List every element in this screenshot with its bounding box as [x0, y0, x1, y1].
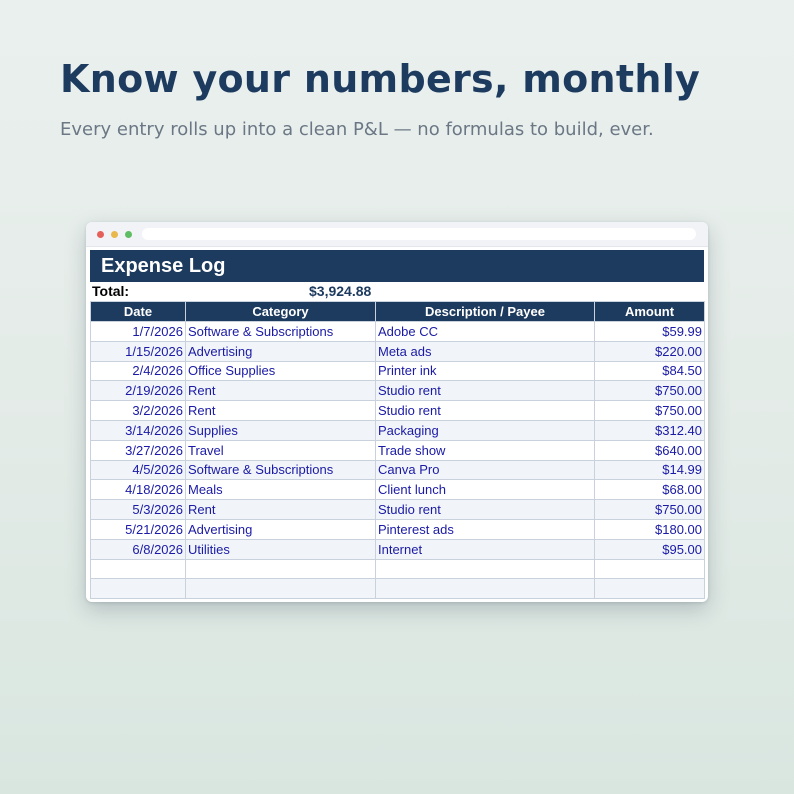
- cell-amount[interactable]: $312.40: [595, 420, 705, 440]
- cell-category[interactable]: Meals: [186, 480, 376, 500]
- minimize-window-dot-icon[interactable]: [111, 231, 118, 238]
- header-row: [91, 302, 705, 322]
- address-bar[interactable]: [142, 228, 696, 240]
- cell-description[interactable]: Meta ads: [376, 341, 595, 361]
- cell-amount[interactable]: [595, 559, 705, 579]
- table-row: [91, 519, 705, 539]
- cell-amount[interactable]: $95.00: [595, 539, 705, 559]
- cell-date[interactable]: 2/4/2026: [91, 361, 186, 381]
- cell-category[interactable]: Supplies: [186, 420, 376, 440]
- table-row: [91, 440, 705, 460]
- column-header-description[interactable]: Description / Payee: [376, 302, 595, 322]
- cell-date[interactable]: 2/19/2026: [91, 381, 186, 401]
- cell-category[interactable]: Rent: [186, 381, 376, 401]
- page-subheadline: Every entry rolls up into a clean P&L — no formulas to build, ever.: [60, 119, 654, 140]
- cell-date[interactable]: [91, 559, 186, 579]
- cell-amount[interactable]: $640.00: [595, 440, 705, 460]
- cell-category[interactable]: Rent: [186, 401, 376, 421]
- cell-category[interactable]: Software & Subscriptions: [186, 322, 376, 342]
- cell-description[interactable]: Studio rent: [376, 500, 595, 520]
- table-row: [91, 500, 705, 520]
- sheet-title: Expense Log: [90, 250, 704, 282]
- cell-description[interactable]: Adobe CC: [376, 322, 595, 342]
- total-label: Total:: [92, 283, 130, 299]
- cell-category[interactable]: Advertising: [186, 519, 376, 539]
- cell-amount[interactable]: $68.00: [595, 480, 705, 500]
- cell-category[interactable]: Office Supplies: [186, 361, 376, 381]
- cell-amount[interactable]: $750.00: [595, 500, 705, 520]
- table-row: [91, 480, 705, 500]
- cell-date[interactable]: 4/18/2026: [91, 480, 186, 500]
- spreadsheet: [90, 250, 704, 599]
- cell-description[interactable]: [376, 579, 595, 599]
- cell-description[interactable]: Pinterest ads: [376, 519, 595, 539]
- cell-description[interactable]: Printer ink: [376, 361, 595, 381]
- cell-category[interactable]: [186, 579, 376, 599]
- cell-date[interactable]: 5/3/2026: [91, 500, 186, 520]
- cell-date[interactable]: [91, 579, 186, 599]
- cell-amount[interactable]: $59.99: [595, 322, 705, 342]
- cell-date[interactable]: 1/7/2026: [91, 322, 186, 342]
- cell-date[interactable]: 4/5/2026: [91, 460, 186, 480]
- cell-amount[interactable]: $220.00: [595, 341, 705, 361]
- cell-description[interactable]: Studio rent: [376, 381, 595, 401]
- cell-description[interactable]: Studio rent: [376, 401, 595, 421]
- window-titlebar: [86, 222, 708, 247]
- cell-date[interactable]: 3/14/2026: [91, 420, 186, 440]
- maximize-window-dot-icon[interactable]: [125, 231, 132, 238]
- cell-category[interactable]: Utilities: [186, 539, 376, 559]
- table-row: [91, 579, 705, 599]
- cell-date[interactable]: 1/15/2026: [91, 341, 186, 361]
- cell-category[interactable]: Software & Subscriptions: [186, 460, 376, 480]
- cell-date[interactable]: 3/2/2026: [91, 401, 186, 421]
- cell-category[interactable]: [186, 559, 376, 579]
- cell-category[interactable]: Rent: [186, 500, 376, 520]
- table-row: [91, 539, 705, 559]
- column-header-category[interactable]: Category: [186, 302, 376, 322]
- app-window: [86, 222, 708, 602]
- table-row: [91, 401, 705, 421]
- table-row: [91, 341, 705, 361]
- cell-description[interactable]: Internet: [376, 539, 595, 559]
- close-window-dot-icon[interactable]: [97, 231, 104, 238]
- total-row: [90, 282, 704, 301]
- table-row: [91, 460, 705, 480]
- cell-description[interactable]: Canva Pro: [376, 460, 595, 480]
- cell-description[interactable]: Trade show: [376, 440, 595, 460]
- cell-category[interactable]: Advertising: [186, 341, 376, 361]
- table-row: [91, 381, 705, 401]
- cell-amount[interactable]: $750.00: [595, 381, 705, 401]
- table-row: [91, 420, 705, 440]
- table-row: [91, 322, 705, 342]
- cell-category[interactable]: Travel: [186, 440, 376, 460]
- cell-date[interactable]: 3/27/2026: [91, 440, 186, 460]
- table-row: [91, 361, 705, 381]
- cell-amount[interactable]: $750.00: [595, 401, 705, 421]
- expense-table: [90, 301, 705, 599]
- cell-date[interactable]: 5/21/2026: [91, 519, 186, 539]
- cell-description[interactable]: [376, 559, 595, 579]
- cell-amount[interactable]: [595, 579, 705, 599]
- cell-amount[interactable]: $180.00: [595, 519, 705, 539]
- total-value[interactable]: $3,924.88: [309, 283, 372, 299]
- column-header-amount[interactable]: Amount: [595, 302, 705, 322]
- cell-amount[interactable]: $14.99: [595, 460, 705, 480]
- cell-description[interactable]: Packaging: [376, 420, 595, 440]
- table-row: [91, 559, 705, 579]
- column-header-date[interactable]: Date: [91, 302, 186, 322]
- cell-amount[interactable]: $84.50: [595, 361, 705, 381]
- cell-description[interactable]: Client lunch: [376, 480, 595, 500]
- cell-date[interactable]: 6/8/2026: [91, 539, 186, 559]
- page-headline: Know your numbers, monthly: [60, 57, 701, 101]
